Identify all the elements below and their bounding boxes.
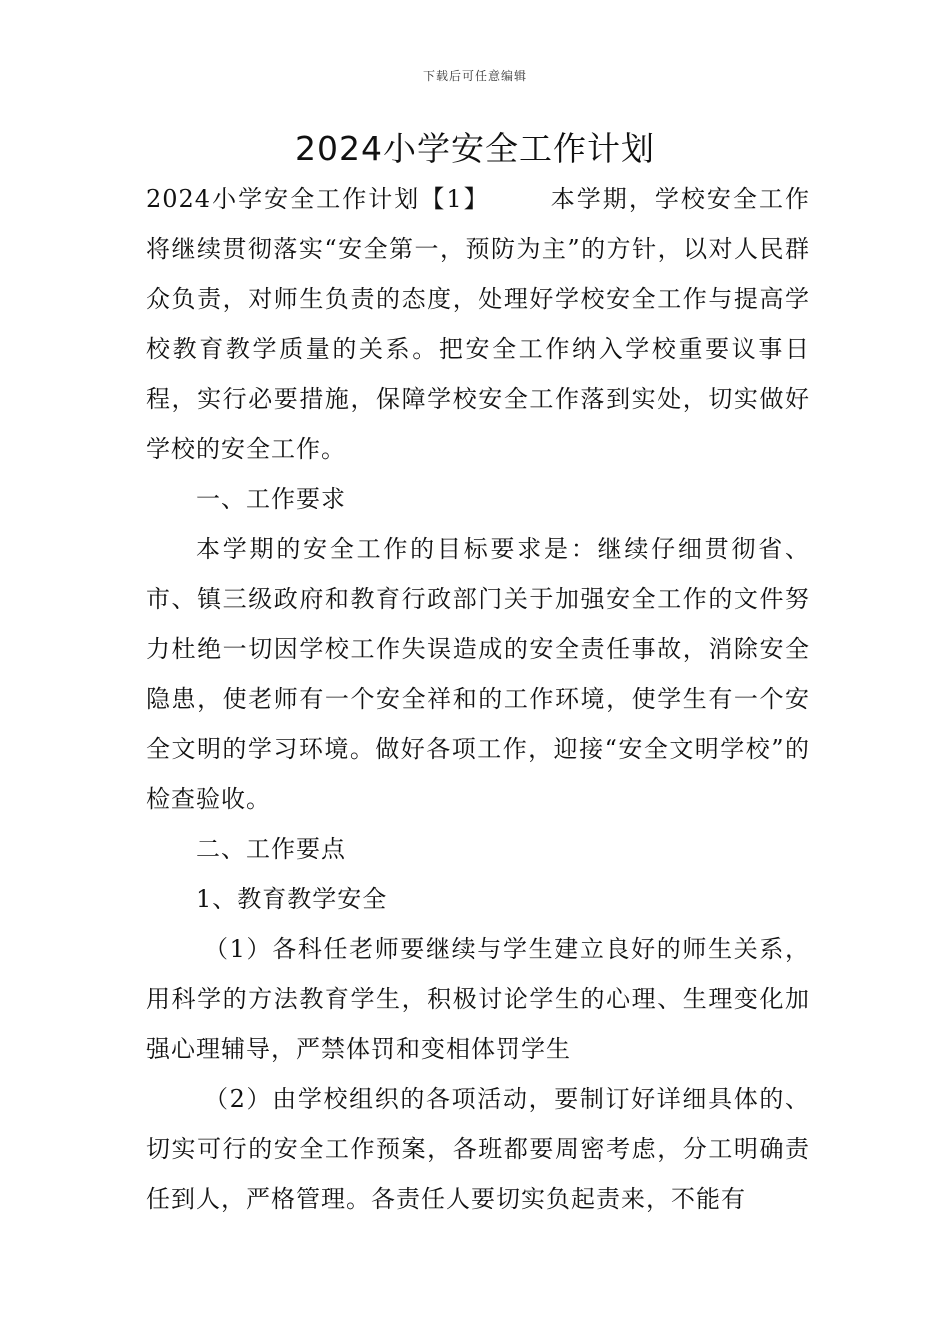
section1-paragraph: 本学期的安全工作的目标要求是：继续仔细贯彻省、市、镇三级政府和教育行政部门关于加强安全工作的文件努力杜绝一切因学校工作失误造成的安全责任事故，消除安全隐患，使老师有一个安全祥和的工作环境，使学生有一个安全文明的学习环境。做好各项工作，迎接“安全文明学校”的检查验收。 — [146, 535, 810, 813]
header-note: 下载后可任意编辑 — [422, 69, 527, 83]
section2-subheading: 1、教育教学安全 — [196, 885, 388, 913]
intro-label: 2024小学安全工作计划【1】 — [146, 185, 490, 213]
section1-heading: 一、工作要求 — [196, 485, 346, 513]
section2-item-2: （2）由学校组织的各项活动，要制订好详细具体的、切实可行的安全工作预案，各班都要周密考虑，分工明确责任到人，严格管理。各责任人要切实负起责来，不能有 — [146, 1085, 810, 1213]
intro-paragraph — [146, 174, 810, 474]
section2-heading: 二、工作要点 — [196, 835, 346, 863]
document-body — [146, 174, 810, 1224]
document-title: 2024小学安全工作计划 — [295, 129, 655, 168]
intro-text: 本学期，学校安全工作将继续贯彻落实“安全第一，预防为主”的方针，以对人民群众负责，对师生负责的态度，处理好学校安全工作与提高学校教育教学质量的关系。把安全工作纳入学校重要议事日程，实行必要措施，保障学校安全工作落到实处，切实做好学校的安全工作。 — [146, 185, 810, 463]
section2-item-1: （1）各科任老师要继续与学生建立良好的师生关系，用科学的方法教育学生，积极讨论学生的心理、生理变化加强心理辅导，严禁体罚和变相体罚学生 — [146, 935, 810, 1063]
